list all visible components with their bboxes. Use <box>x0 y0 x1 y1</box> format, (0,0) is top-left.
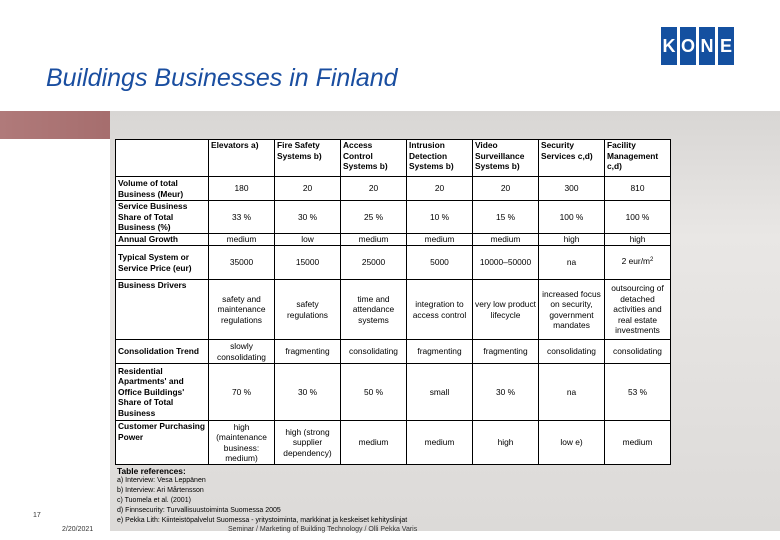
table-cell: high <box>605 234 671 246</box>
table-row <box>116 177 671 201</box>
reference-item: d) Finnsecurity: Turvallisuustoiminta Suomessa 2005 <box>117 507 281 514</box>
table-cell: medium <box>407 234 473 246</box>
logo-letter-n: N <box>699 27 715 65</box>
table-cell: 15 % <box>473 201 539 234</box>
reference-item: e) Pekka Lith: Kiinteistöpalvelut Suomessa - yritystoiminta, markkinat ja keskeiset kehityslinjat <box>117 517 408 524</box>
table-row <box>116 234 671 246</box>
reference-item: a) Interview: Vesa Leppänen <box>117 477 206 484</box>
logo-letter-k: K <box>661 27 677 65</box>
table-cell: outsourcing of detached activities and real estate investments <box>605 280 671 340</box>
table-cell: consolidating <box>539 340 605 364</box>
price-superscript: 2 <box>650 257 654 264</box>
table-cell: 53 % <box>605 364 671 421</box>
reference-item: c) Tuomela et al. (2001) <box>117 497 191 504</box>
kone-logo <box>661 27 734 65</box>
business-table <box>115 139 671 465</box>
row-label: Residential Apartments' and Office Buildings' Share of Total Business <box>116 364 209 421</box>
header-cell-empty <box>116 140 209 177</box>
table-cell: medium <box>407 421 473 465</box>
header-cell: Video Surveillance Systems b) <box>473 140 539 177</box>
page-number: 17 <box>33 512 41 519</box>
table-cell: safety and maintenance regulations <box>209 280 275 340</box>
table-cell: 30 % <box>275 201 341 234</box>
table-cell: na <box>539 364 605 421</box>
header-cell: Facility Management c,d) <box>605 140 671 177</box>
table-cell: 25 % <box>341 201 407 234</box>
references-heading: Table references: <box>117 466 186 476</box>
table-cell: integration to access control <box>407 280 473 340</box>
table-row <box>116 201 671 234</box>
logo-letter-e: E <box>718 27 734 65</box>
table-cell: consolidating <box>605 340 671 364</box>
table-cell: 30 % <box>275 364 341 421</box>
table-cell: 20 <box>275 177 341 201</box>
table-cell: medium <box>209 234 275 246</box>
header-cell: Elevators a) <box>209 140 275 177</box>
footer-title: Seminar / Marketing of Building Technology / Olli Pekka Varis <box>228 526 418 533</box>
row-label: Business Drivers <box>116 280 209 340</box>
row-label: Typical System or Service Price (eur) <box>116 246 209 280</box>
table-cell: high <box>473 421 539 465</box>
table-cell: high (maintenance business: medium) <box>209 421 275 465</box>
table-cell: medium <box>341 234 407 246</box>
reference-item: b) Interview: Ari Mårtensson <box>117 487 204 494</box>
table-cell: slowly consolidating <box>209 340 275 364</box>
table-row <box>116 364 671 421</box>
table-cell: low e) <box>539 421 605 465</box>
table-cell: 20 <box>407 177 473 201</box>
price-value: 2 eur/m <box>621 256 651 267</box>
table-cell: 810 <box>605 177 671 201</box>
table-cell: 300 <box>539 177 605 201</box>
table-cell: fragmenting <box>407 340 473 364</box>
table-cell: high <box>539 234 605 246</box>
table-cell: time and attendance systems <box>341 280 407 340</box>
table-cell: medium <box>473 234 539 246</box>
table-cell: 70 % <box>209 364 275 421</box>
table-row <box>116 340 671 364</box>
table-header-row <box>116 140 671 177</box>
table-cell: safety regulations <box>275 280 341 340</box>
footer-date: 2/20/2021 <box>62 526 94 533</box>
header-cell: Security Services c,d) <box>539 140 605 177</box>
table-row <box>116 421 671 465</box>
table-cell: 35000 <box>209 246 275 280</box>
row-label: Service Business Share of Total Business (%) <box>116 201 209 234</box>
header-cell: Fire Safety Systems b) <box>275 140 341 177</box>
table-cell-price <box>605 246 671 280</box>
table-cell: very low product lifecycle <box>473 280 539 340</box>
table-cell: 5000 <box>407 246 473 280</box>
table-cell: 180 <box>209 177 275 201</box>
row-label: Consolidation Trend <box>116 340 209 364</box>
table-cell: 25000 <box>341 246 407 280</box>
table-cell: high (strong supplier dependency) <box>275 421 341 465</box>
table-cell: 50 % <box>341 364 407 421</box>
header-cell: Intrusion Detection Systems b) <box>407 140 473 177</box>
table-references <box>117 466 537 526</box>
table-cell: medium <box>605 421 671 465</box>
table-cell: fragmenting <box>473 340 539 364</box>
table-cell: 10 % <box>407 201 473 234</box>
table-row <box>116 280 671 340</box>
row-label: Annual Growth <box>116 234 209 246</box>
table-cell: 15000 <box>275 246 341 280</box>
table-cell: increased focus on security, government mandates <box>539 280 605 340</box>
table-cell: fragmenting <box>275 340 341 364</box>
table-cell: small <box>407 364 473 421</box>
table-cell: 30 % <box>473 364 539 421</box>
table-cell: 100 % <box>539 201 605 234</box>
row-label: Volume of total Business (Meur) <box>116 177 209 201</box>
row-label: Customer Purchasing Power <box>116 421 209 465</box>
table-cell: 33 % <box>209 201 275 234</box>
table-cell: low <box>275 234 341 246</box>
table-cell: 20 <box>473 177 539 201</box>
header-cell: Access Control Systems b) <box>341 140 407 177</box>
logo-letter-o: O <box>680 27 696 65</box>
table-cell: medium <box>341 421 407 465</box>
table-cell: 100 % <box>605 201 671 234</box>
table-cell: na <box>539 246 605 280</box>
table-cell: 20 <box>341 177 407 201</box>
slide-title: Buildings Businesses in Finland <box>46 64 398 92</box>
table-cell: 10000–50000 <box>473 246 539 280</box>
table-row <box>116 246 671 280</box>
table-cell: consolidating <box>341 340 407 364</box>
